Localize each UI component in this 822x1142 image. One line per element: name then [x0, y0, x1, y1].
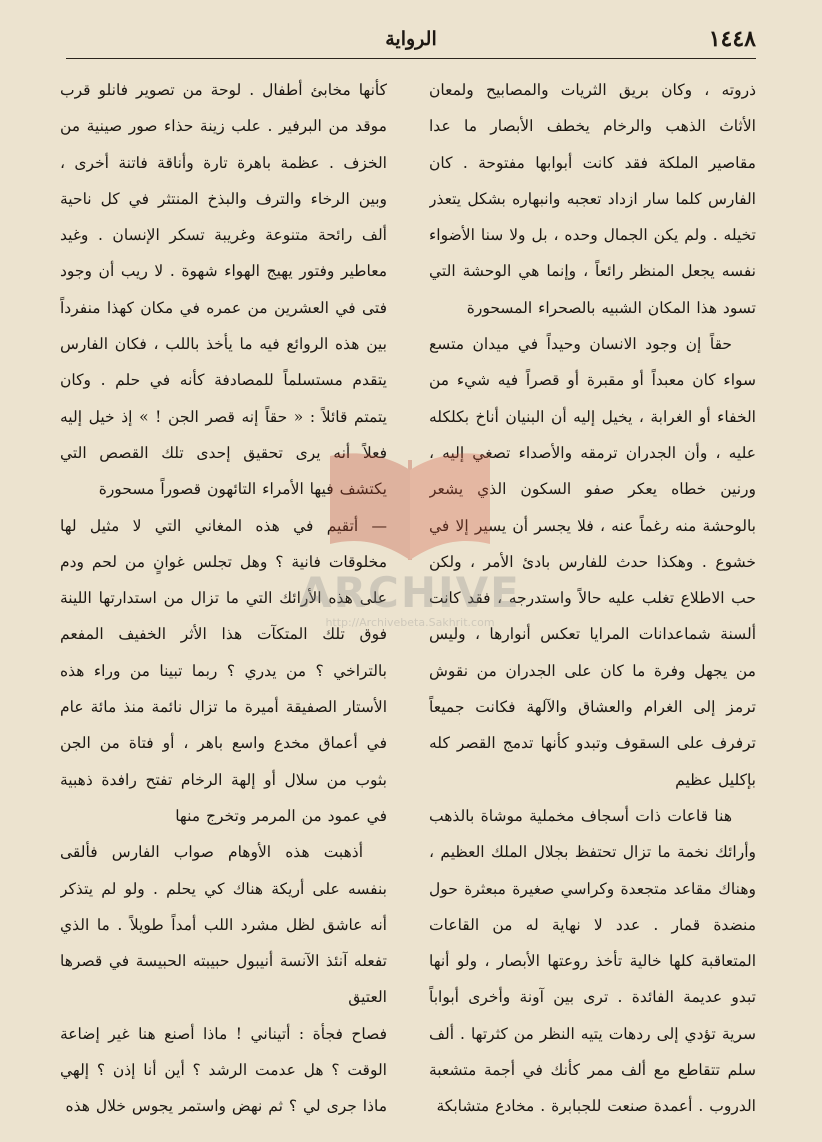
page-number: ١٤٤٨ — [708, 26, 756, 52]
paragraph: أذهبت هذه الأوهام صواب الفارس فألقى بنفسه على أريكة هناك كي يحلم . ولو لم يتذكر أنه عاشق لظل مشرد اللب أمداً طويلاً . ما الذي تفعله آنئذ الآنسة أنيبول حبيبته الحبيسة في قصرها العتيق — [60, 843, 387, 1007]
running-title: الرواية — [385, 28, 437, 50]
paragraph: فصاح فجأة : أتيناني ! ماذا أصنع هنا غير إضاعة الوقت ؟ هل عدمت الرشد ؟ أين أنا إذن ؟ إلهي ماذا جرى لي ؟ ثم نهض واستمر يجوس خلال هذه — [60, 1024, 387, 1116]
watermark-text: ARCHIVE — [299, 568, 521, 617]
left-column — [60, 72, 387, 1132]
paragraph: ذروته ، وكان بريق الثريات والمصابيح ولمعان الأثاث الذهب والرخام يخطف الأبصار ما عدا مقاصير الملكة فقد كانت أبوابها مفتوحة . كان الفارس كلما سار ازداد تعجبه وانبهاره بشكل يتعذر تخيله . ولم يكن الجمال وحده ، بل ولا سنا الأضواء نفسه يجعل المنظر رائعاً ، وإنما هي الوحشة التي تسود هذا المكان الشبيه بالصحراء المسحورة — [429, 81, 756, 317]
page-header — [66, 22, 756, 59]
paragraph: كأنها مخابئ أطفال . لوحة من تصوير فانلو قرب موقد من البرفير . علب زينة حذاء صور صينية من الخزف . عظمة باهرة تارة وأناقة فاتنة أخرى ، وبين الرخاء والترف والبذخ المنتثر في كل ناحية ألف رائحة متنوعة وغريبة تسكر الإنسان . وغيد معاطير وفتور يهيج الهواء شهوة . لا ريب أن وجود فتى في العشرين من عمره في مكان كهذا منفرداً بين هذه الروائع فيه ما يأخذ باللب ، فكان الفارس يتقدم مستسلماً للمصادفة كأنه في حلم . وكان يتمتم قائلاً : « حقاً إنه قصر الجن ! » إذ خيل إليه فعلاً أنه يرى تحقيق إحدى تلك القصص التي يكتشف فيها الأمراء التائهون قصوراً مسحورة — [60, 81, 387, 499]
paragraph: هنا قاعات ذات أسجاف مخملية موشاة بالذهب وأرائك نخمة ما تزال تحتفظ بجلال الملك العظيم ، وهناك مقاعد متجعدة وكراسي صغيرة مبعثرة حول منضدة قمار . عدد لا نهاية له من القاعات المتعاقبة كلها خالية تأخذ روعتها الأبصار ، ولو أنها تبدو عديمة الفائدة . ترى بين آونة وأخرى أبواباً سرية تؤدي إلى ردهات يتيه النظر من كثرتها . ألف سلم تتقاطع مع ألف ممر كأنك في أجمة متشعبة الدروب . أعمدة صنعت للجبابرة . مخادع متشابكة — [429, 806, 756, 1116]
right-column — [429, 72, 756, 1132]
paragraph: — أتقيم في هذه المغاني التي لا مثيل لها مخلوقات فانية ؟ وهل تجلس غوانٍ من لحم ودم على هذه الأرائك التي ما تزال من استدارتها اللينة فوق تلك المتكآت هذا الأثر الخفيف المفعم بالتراخي ؟ من يدري ؟ ربما تبينا من وراء هذه الأستار الصفيقة أميرة ما تزال نائمة منذ مائة عام في أعماق مخدع واسع باهر ، أو فتاة من الجن بثوب من سلال أو إلهة الرخام تفتح رافدة ذهبية في عمود من المرمر وتخرج منها — [60, 516, 387, 825]
watermark-url: http://Archivebeta.Sakhrit.com — [325, 616, 495, 629]
paragraph: حقاً إن وجود الانسان وحيداً في ميدان متسع سواء كان معبداً أو مقبرة أو قصراً فيه شيء من الخفاء أو الغرابة ، يخيل إليه أن البنيان أناخ بكلكله عليه ، وأن الجدران ترمقه والأصداء تصغي إليه ، ورنين خطاه يعكر صفو السكون الذي يشعر بالوحشة منه رغماً عنه ، فلا يجسر أن يسير إلا في خشوع . وهكذا حدث للفارس بادئ الأمر ، ولكن حب الاطلاع تغلب عليه حالاً واستدرجه ، فقد كانت ألسنة شماعدانات المرايا تعكس أنوارها ، وليس من يجهل وفرة ما كان على الجدران من نقوش ترمز إلى الغرام والعشاق والآلهة فكانت جميعاً ترفرف على السقوف وتبدو كأنها تدمج القصر كله بإكليل عظيم — [429, 335, 756, 789]
